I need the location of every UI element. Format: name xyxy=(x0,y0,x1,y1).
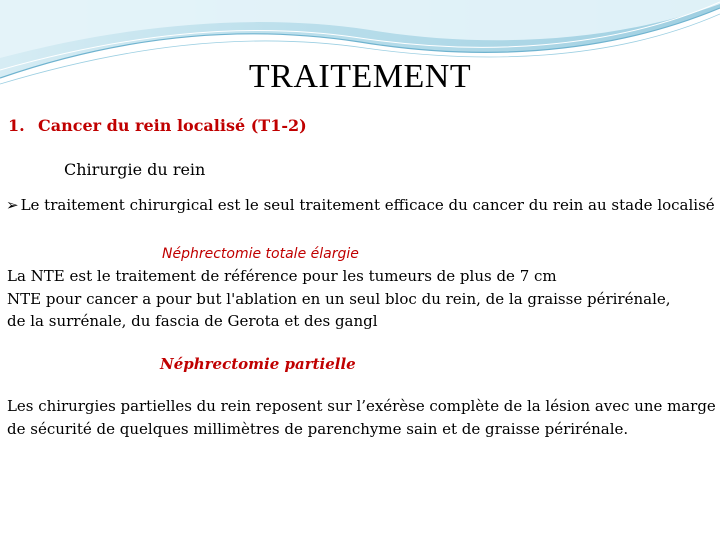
bullet-text: Le traitement chirurgical est le seul traitement efficace du cancer du rein au stade localisé xyxy=(20,196,715,214)
partial-heading: Néphrectomie partielle xyxy=(160,355,356,373)
subheading: Chirurgie du rein xyxy=(64,160,206,179)
page-title: TRAITEMENT xyxy=(248,58,472,95)
nte-heading: Néphrectomie totale élargie xyxy=(162,246,359,262)
nte-line: La NTE est le traitement de référence pour les tumeurs de plus de 7 cm xyxy=(7,267,557,285)
bullet-item xyxy=(6,196,715,214)
nte-line: NTE pour cancer a pour but l'ablation en un seul bloc du rein, de la graisse périrénale, xyxy=(7,290,671,308)
section-number: 1. xyxy=(8,116,25,135)
arrow-bullet-icon: ➢ xyxy=(6,196,19,214)
nte-line: de la surrénale, du fascia de Gerota et des gangl xyxy=(7,312,378,330)
partial-line: de sécurité de quelques millimètres de parenchyme sain et de graisse périrénale. xyxy=(7,420,629,438)
section-label: Cancer du rein localisé (T1-2) xyxy=(38,116,307,135)
partial-line: Les chirurgies partielles du rein reposent sur l’exérèse complète de la lésion avec une marge xyxy=(7,397,716,415)
section-heading xyxy=(8,116,307,135)
